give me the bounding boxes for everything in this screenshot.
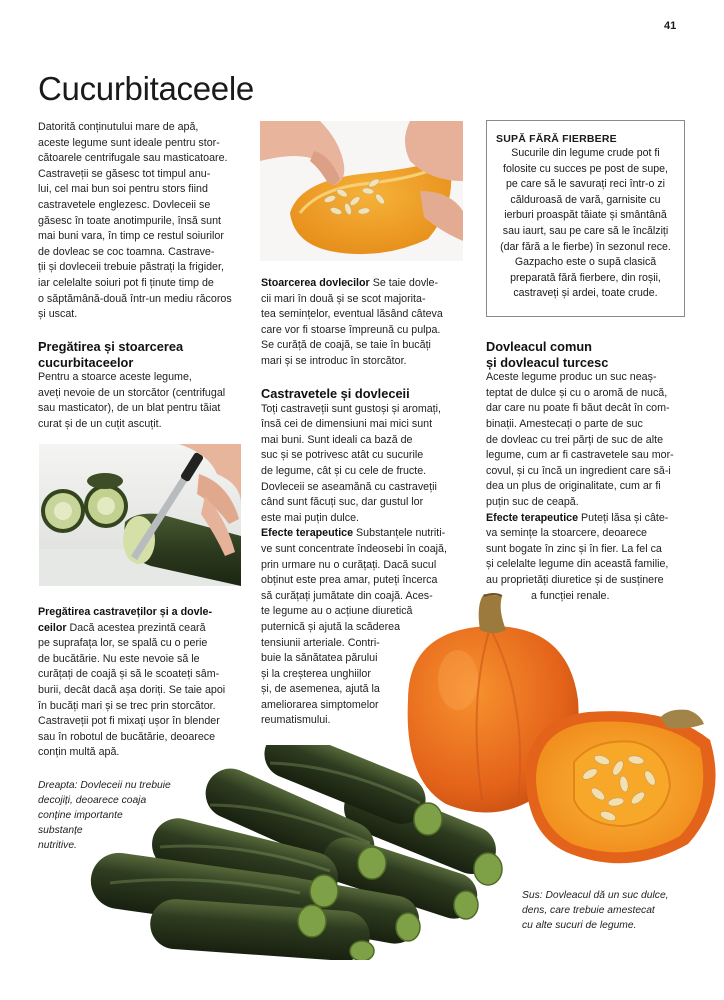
text-line: castravetele englezesc. Dovleceii se bbox=[38, 198, 211, 211]
text-line: lui, cel mai bun soi pentru stors fiind bbox=[38, 183, 208, 196]
cucumber-prep-section bbox=[38, 605, 248, 761]
text-line: conțin multă apă. bbox=[38, 746, 120, 759]
text-line: de bucătărie. Nu este nevoie să le bbox=[38, 652, 200, 665]
text-line: cii mari în două și se scot majorita- bbox=[261, 292, 426, 305]
text-line: dar care nu poate fi băut decât în com- bbox=[486, 402, 670, 415]
text-line: mai buni vara, în timp ce restul soiurilor bbox=[38, 230, 224, 243]
text-line: o săptămână-două într-un mediu răcoros bbox=[38, 292, 232, 305]
text-line: Castraveții se găsesc tot timpul anu- bbox=[38, 167, 211, 180]
pumpkin-section bbox=[486, 339, 696, 604]
text-line: ierburi proaspăt tăiate și smântână bbox=[504, 209, 667, 222]
text-line: pe care să le savurați reci într-o zi bbox=[506, 178, 665, 191]
caption-line: cu alte sucuri de legume. bbox=[522, 920, 637, 931]
text-line: Se taie dovle- bbox=[369, 277, 439, 289]
text-line: ameliorarea simptomelor bbox=[261, 698, 379, 711]
text-line: Pentru a stoarce aceste legume, bbox=[38, 371, 192, 384]
text-line: Gazpacho este o supă clasică bbox=[514, 256, 657, 269]
text-line: preparată fără fierbere, din roșii, bbox=[510, 271, 661, 284]
text-line: să curățați jumătate din coajă. Aces- bbox=[261, 589, 433, 602]
text-line: castraveți și ardei, toate crude. bbox=[513, 287, 658, 300]
text-line: puțin suc de ceapă. bbox=[486, 495, 579, 508]
text-line: mari și se introduc în storcător. bbox=[261, 354, 407, 367]
text-line: te legume au o acțiune diuretică bbox=[261, 605, 413, 618]
caption-left bbox=[38, 778, 198, 853]
text-line: găsesc în toate anotimpurile, însă sunt bbox=[38, 214, 221, 227]
section-heading: și dovleacul turcesc bbox=[486, 354, 609, 370]
text-line: Aceste legume produc un suc neaș- bbox=[486, 371, 657, 384]
text-line: pe suprafața lor, se spală cu o perie bbox=[38, 637, 208, 650]
squash-juicing-section bbox=[261, 276, 467, 370]
text-line: în bucăți mari și se trec prin storcător. bbox=[38, 699, 216, 712]
runin-heading: ceilor bbox=[38, 621, 67, 634]
text-line: covul, și cu încă un ingredient care să-i bbox=[486, 464, 671, 477]
section-heading: Castravetele și dovleceii bbox=[261, 386, 410, 401]
caption-line: dens, care trebuie amestecat bbox=[522, 905, 655, 916]
caption-right bbox=[522, 888, 712, 933]
text-line: au proprietăți diuretice și de susținere bbox=[486, 573, 664, 586]
text-line: iar celelalte soiuri pot fi ținute timp de bbox=[38, 276, 214, 289]
runin-heading: Pregătirea castraveților și a dovle- bbox=[38, 606, 213, 618]
caption-line: Dreapta: Dovleceii nu trebuie bbox=[38, 780, 171, 791]
no-cook-soup-box bbox=[486, 120, 685, 317]
text-line: suc și se potrivesc atât cu sucurile bbox=[261, 449, 424, 462]
caption-line: conține importante bbox=[38, 810, 123, 821]
text-line: sunt bogate în zinc și în fier. La fel ca bbox=[486, 542, 662, 555]
text-line: Datorită conținutului mare de apă, bbox=[38, 121, 199, 133]
text-line: teptat de dulce și cu o aromă de nucă, bbox=[486, 386, 668, 399]
text-line: va semințe la stoarcere, deoarece bbox=[486, 527, 647, 540]
runin-heading: Stoarcerea dovlecilor bbox=[261, 277, 370, 289]
intro-text bbox=[38, 120, 244, 323]
text-line: este mai puțin dulce. bbox=[261, 511, 360, 524]
runin-heading: Efecte terapeutice bbox=[486, 511, 579, 524]
text-line: (dar fără a le fierbe) în sezonul rece. bbox=[500, 240, 671, 253]
caption-line: nutritive. bbox=[38, 840, 77, 851]
caption-line: Sus: Dovleacul dă un suc dulce, bbox=[522, 890, 669, 901]
text-line: dea un plus de originalitate, cum ar fi bbox=[486, 480, 661, 493]
text-line: puternică și ajută la scăderea bbox=[261, 620, 401, 633]
text-line: însă cei de dimensiuni mai mici sunt bbox=[261, 418, 433, 431]
text-line: ții și dovleceii trebuie păstrați la frigider, bbox=[38, 261, 224, 274]
text-line: aveți nevoie de un storcător (centrifugal bbox=[38, 386, 226, 399]
text-line: Castraveții pot fi mixați ușor în blender bbox=[38, 715, 220, 728]
text-line: de dovleac se coc toamna. Castrave- bbox=[38, 245, 215, 258]
runin-heading: Efecte terapeutice bbox=[261, 527, 354, 540]
caption-line: decojiți, deoarece coaja bbox=[38, 795, 147, 806]
text-line: de dovleac cu trei părți de suc de alte bbox=[486, 433, 664, 446]
text-line: și, de asemenea, ajută la bbox=[261, 683, 380, 696]
text-line: când sunt făcuți suc, dar gustul lor bbox=[261, 496, 424, 509]
text-line: și uscat. bbox=[38, 308, 78, 321]
text-line: prin urmare nu o curățați. Dacă sucul bbox=[261, 558, 437, 571]
text-line: a funcției renale. bbox=[531, 589, 610, 602]
text-line: obținut este prea amar, puteți încerca bbox=[261, 574, 438, 587]
text-line: binații. Amestecați o parte de suc bbox=[486, 417, 643, 430]
text-line: burii, decât dacă așa doriți. Se taie apoi bbox=[38, 683, 226, 696]
text-line: Dovleceii se aseamănă cu castraveții bbox=[261, 480, 437, 493]
zucchini-cutting-photo bbox=[39, 444, 241, 586]
text-line: cătoarele centrifugale sau masticatoare. bbox=[38, 152, 228, 165]
squash-seeds-photo bbox=[260, 121, 463, 261]
text-line: de legume, cât și cu cele de fructe. bbox=[261, 464, 427, 477]
text-line: care vor fi stoarse împreună cu pulpa. bbox=[261, 323, 441, 336]
text-line: mai buni. Sunt ideali ca bază de bbox=[261, 433, 413, 446]
text-line: sau în robotul de bucătărie, deoarece bbox=[38, 730, 216, 743]
caption-line: substanțe bbox=[38, 825, 83, 836]
text-line: tensiunii arteriale. Contri- bbox=[261, 636, 380, 649]
section-heading: Pregătirea și stoarcerea bbox=[38, 339, 184, 354]
text-line: curat și de un cuțit ascuțit. bbox=[38, 417, 162, 430]
box-text bbox=[496, 146, 675, 302]
text-line: sau masticator), de un blat pentru tăiat bbox=[38, 402, 221, 415]
text-line: Se curăță de coajă, se taie în bucăți bbox=[261, 339, 431, 352]
text-line: legume, cum ar fi castravetele sau mor- bbox=[486, 449, 674, 462]
section-heading: Dovleacul comun bbox=[486, 339, 592, 354]
box-title: SUPĂ FĂRĂ FIERBERE bbox=[496, 133, 617, 145]
text-line: și celelalte legume din această familie, bbox=[486, 558, 669, 571]
text-line: Sucurile din legume crude pot fi bbox=[511, 147, 660, 159]
text-line: tea semințelor, eventual lăsând câteva bbox=[261, 308, 443, 321]
text-line: aceste legume sunt ideale pentru stor- bbox=[38, 136, 220, 149]
text-line: și la creșterea unghiilor bbox=[261, 667, 371, 680]
page-number: 41 bbox=[664, 20, 677, 32]
text-line: Substanțele nutriti- bbox=[353, 527, 446, 540]
text-line: ve sunt concentrate îndeosebi în coajă, bbox=[261, 542, 447, 555]
page-title: Cucurbitaceele bbox=[38, 70, 254, 107]
text-line: sau iaurt, sau pe care să le încălziți bbox=[502, 224, 669, 237]
text-line: folosite cu succes pe post de supe, bbox=[503, 162, 668, 175]
text-line: Puteți lăsa și câte- bbox=[578, 511, 669, 524]
section-heading: cucurbitaceelor bbox=[38, 354, 134, 370]
text-line: călduroasă de vară, garnisite cu bbox=[510, 193, 661, 206]
prep-section bbox=[38, 339, 244, 433]
text-line: Dacă acestea prezintă ceară bbox=[66, 621, 206, 634]
text-line: buie la sănătatea părului bbox=[261, 652, 378, 665]
text-line: reumatismului. bbox=[261, 714, 331, 727]
text-line: Toți castraveții sunt gustoși și aromați, bbox=[261, 402, 441, 415]
text-line: curățați de coajă și să le scoateți sâm- bbox=[38, 668, 220, 681]
